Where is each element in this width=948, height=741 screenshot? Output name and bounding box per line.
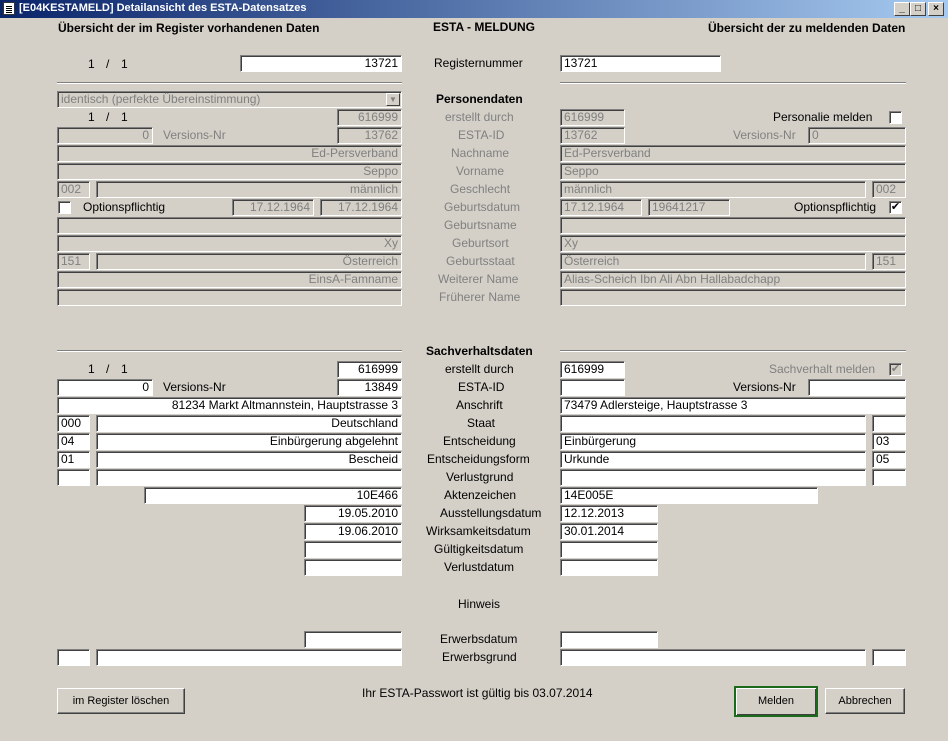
person-version-label-left: Versions-Nr bbox=[163, 128, 226, 142]
person-page-current: 1 bbox=[88, 110, 95, 124]
effective-date-left[interactable]: 19.06.2010 bbox=[304, 523, 402, 540]
loss-reason-code-right[interactable] bbox=[872, 469, 906, 486]
validity-date-label: Gültigkeitsdatum bbox=[434, 542, 524, 556]
hint-label: Hinweis bbox=[458, 597, 501, 611]
separator bbox=[560, 82, 906, 84]
case-page-current: 1 bbox=[88, 362, 95, 376]
reg-page-current: 1 bbox=[88, 57, 95, 71]
person-page-total: 1 bbox=[121, 110, 128, 124]
gender-right: männlich bbox=[560, 181, 866, 198]
case-version-label-left: Versions-Nr bbox=[163, 380, 226, 394]
case-version-right[interactable] bbox=[808, 379, 906, 396]
birthdate-right-1: 17.12.1964 bbox=[560, 199, 642, 216]
melden-label: Melden bbox=[757, 695, 795, 707]
case-esta-id-right[interactable] bbox=[560, 379, 625, 396]
case-version-label-right: Versions-Nr bbox=[733, 380, 796, 394]
sachverhalt-melden-label: Sachverhalt melden bbox=[769, 362, 876, 376]
acquisition-reason-left[interactable] bbox=[96, 649, 402, 666]
decision-form-code-right[interactable]: 05 bbox=[872, 451, 906, 468]
firstname-label: Vorname bbox=[456, 164, 505, 178]
issue-date-right[interactable]: 12.12.2013 bbox=[560, 505, 658, 522]
birthname-right bbox=[560, 217, 906, 234]
decision-label: Entscheidung bbox=[443, 434, 516, 448]
separator bbox=[57, 350, 402, 352]
acquisition-date-label: Erwerbsdatum bbox=[440, 632, 518, 646]
effective-date-right[interactable]: 30.01.2014 bbox=[560, 523, 658, 540]
loss-reason-left[interactable] bbox=[96, 469, 402, 486]
case-esta-id-left[interactable]: 13849 bbox=[337, 379, 402, 396]
other-name-label: Weiterer Name bbox=[438, 272, 519, 286]
personalie-melden-label: Personalie melden bbox=[773, 110, 873, 124]
person-created-by-right: 616999 bbox=[560, 109, 625, 126]
file-number-right[interactable]: 14E005E bbox=[560, 487, 818, 504]
person-esta-id-right: 13762 bbox=[560, 127, 625, 144]
state-right[interactable] bbox=[560, 415, 866, 432]
left-column-header: Übersicht der im Register vorhandenen Daten bbox=[58, 21, 320, 35]
optionspflichtig-checkbox-left[interactable] bbox=[58, 201, 71, 214]
title-bar bbox=[0, 0, 948, 18]
issue-date-label: Ausstellungsdatum bbox=[440, 506, 542, 520]
birthcountry-code-right: 151 bbox=[872, 253, 906, 270]
birthdate-label: Geburtsdatum bbox=[444, 200, 521, 214]
cancel-label: Abbrechen bbox=[838, 695, 892, 707]
match-status-value: identisch (perfekte Übereinstimmung) bbox=[61, 92, 261, 106]
delete-from-register-button[interactable] bbox=[57, 688, 185, 714]
birthplace-right: Xy bbox=[560, 235, 906, 252]
gender-left: männlich bbox=[96, 181, 402, 198]
decision-left[interactable]: Einbürgerung abgelehnt bbox=[96, 433, 402, 450]
state-left[interactable]: Deutschland bbox=[96, 415, 402, 432]
decision-form-right[interactable]: Urkunde bbox=[560, 451, 866, 468]
case-created-by-label: erstellt durch bbox=[445, 362, 514, 376]
former-name-right bbox=[560, 289, 906, 306]
validity-date-right[interactable] bbox=[560, 541, 658, 558]
firstname-right: Seppo bbox=[560, 163, 906, 180]
maximize-button[interactable]: □ bbox=[910, 2, 926, 16]
register-number-label: Registernummer bbox=[434, 56, 523, 70]
birthdate-right-2: 19641217 bbox=[648, 199, 730, 216]
window-title: [E04KESTAMELD] Detailansicht des ESTA-Datensatzes bbox=[19, 2, 307, 14]
birthname-left bbox=[57, 217, 402, 234]
person-version-right: 0 bbox=[808, 127, 906, 144]
person-esta-id-label: ESTA-ID bbox=[458, 128, 505, 142]
other-name-left: EinsA-Famname bbox=[57, 271, 402, 288]
former-name-left bbox=[57, 289, 402, 306]
decision-code-right[interactable]: 03 bbox=[872, 433, 906, 450]
case-created-by-left[interactable]: 616999 bbox=[337, 361, 402, 378]
loss-reason-label: Verlustgrund bbox=[446, 470, 514, 484]
person-created-by-left: 616999 bbox=[337, 109, 402, 126]
address-left[interactable]: 81234 Markt Altmannstein, Hauptstrasse 3 bbox=[57, 397, 402, 414]
register-number-right[interactable]: 13721 bbox=[560, 55, 721, 72]
decision-code-left[interactable]: 04 bbox=[57, 433, 90, 450]
person-version-left: 0 bbox=[57, 127, 153, 144]
validity-date-left[interactable] bbox=[304, 541, 402, 558]
acquisition-reason-code-left[interactable] bbox=[57, 649, 90, 666]
state-code-left[interactable]: 000 bbox=[57, 415, 90, 432]
person-created-by-label: erstellt durch bbox=[445, 110, 514, 124]
case-section-title: Sachverhaltsdaten bbox=[426, 344, 533, 358]
password-validity-text: Ihr ESTA-Passwort ist gültig bis 03.07.2014 bbox=[362, 686, 593, 700]
firstname-left: Seppo bbox=[57, 163, 402, 180]
loss-date-left[interactable] bbox=[304, 559, 402, 576]
birthcountry-code-left: 151 bbox=[57, 253, 90, 270]
birthname-label: Geburtsname bbox=[444, 218, 517, 232]
state-code-right[interactable] bbox=[872, 415, 906, 432]
reg-page-slash: / bbox=[106, 57, 110, 71]
delete-from-register-label: im Register löschen bbox=[72, 695, 170, 707]
melden-button[interactable] bbox=[734, 686, 818, 717]
person-page-slash: / bbox=[106, 110, 110, 124]
minimize-button[interactable]: _ bbox=[894, 2, 910, 16]
birthcountry-right: Österreich bbox=[560, 253, 866, 270]
match-status-combo[interactable] bbox=[57, 91, 402, 108]
gender-code-right: 002 bbox=[872, 181, 906, 198]
separator bbox=[560, 350, 906, 352]
decision-form-label: Entscheidungsform bbox=[427, 452, 530, 466]
decision-form-left[interactable]: Bescheid bbox=[96, 451, 402, 468]
form-title: ESTA - MELDUNG bbox=[433, 20, 535, 34]
person-version-label-right: Versions-Nr bbox=[733, 128, 796, 142]
file-number-left[interactable]: 10E466 bbox=[144, 487, 402, 504]
acquisition-date-left[interactable] bbox=[304, 631, 402, 648]
sachverhalt-melden-checkbox[interactable]: ✔ bbox=[890, 363, 901, 375]
issue-date-left[interactable]: 19.05.2010 bbox=[304, 505, 402, 522]
register-number-left[interactable]: 13721 bbox=[240, 55, 402, 72]
loss-date-right[interactable] bbox=[560, 559, 658, 576]
form-icon bbox=[3, 2, 15, 15]
lastname-label: Nachname bbox=[451, 146, 510, 160]
case-page-slash: / bbox=[106, 362, 110, 376]
reg-page-total: 1 bbox=[121, 57, 128, 71]
address-right[interactable]: 73479 Adlersteige, Hauptstrasse 3 bbox=[560, 397, 906, 414]
other-name-right: Alias-Scheich Ibn Ali Abn Hallabadchapp bbox=[560, 271, 906, 288]
acquisition-reason-label: Erwerbsgrund bbox=[442, 650, 517, 664]
cancel-button[interactable] bbox=[825, 688, 905, 714]
effective-date-label: Wirksamkeitsdatum bbox=[426, 524, 531, 538]
loss-date-label: Verlustdatum bbox=[444, 560, 515, 574]
case-esta-id-label: ESTA-ID bbox=[458, 380, 505, 394]
chevron-down-icon[interactable]: ▼ bbox=[386, 93, 400, 106]
case-page-total: 1 bbox=[121, 362, 128, 376]
loss-reason-code-left[interactable] bbox=[57, 469, 90, 486]
decision-form-code-left[interactable]: 01 bbox=[57, 451, 90, 468]
case-created-by-right[interactable]: 616999 bbox=[560, 361, 625, 378]
loss-reason-right[interactable] bbox=[560, 469, 866, 486]
birthdate-left-1: 17.12.1964 bbox=[232, 199, 314, 216]
optionspflichtig-label-left: Optionspflichtig bbox=[83, 200, 166, 214]
file-number-label: Aktenzeichen bbox=[444, 488, 517, 502]
close-button[interactable]: × bbox=[928, 2, 944, 16]
birthdate-left-2: 17.12.1964 bbox=[320, 199, 402, 216]
former-name-label: Früherer Name bbox=[439, 290, 521, 304]
lastname-left: Ed-Persverband bbox=[57, 145, 402, 162]
birthcountry-label: Geburtsstaat bbox=[446, 254, 515, 268]
right-column-header: Übersicht der zu meldenden Daten bbox=[708, 21, 906, 35]
person-section-title: Personendaten bbox=[436, 92, 523, 106]
birthcountry-left: Österreich bbox=[96, 253, 402, 270]
personalie-melden-checkbox[interactable] bbox=[889, 111, 902, 124]
optionspflichtig-label-right: Optionspflichtig bbox=[794, 200, 877, 214]
gender-code-left: 002 bbox=[57, 181, 90, 198]
gender-label: Geschlecht bbox=[450, 182, 511, 196]
separator bbox=[57, 82, 402, 84]
acquisition-date-right[interactable] bbox=[560, 631, 658, 648]
case-version-left[interactable]: 0 bbox=[57, 379, 153, 396]
address-label: Anschrift bbox=[456, 398, 503, 412]
lastname-right: Ed-Persverband bbox=[560, 145, 906, 162]
optionspflichtig-checkbox-right[interactable]: ✔ bbox=[890, 201, 901, 213]
person-esta-id-left: 13762 bbox=[337, 127, 402, 144]
birthplace-label: Geburtsort bbox=[452, 236, 509, 250]
decision-right[interactable]: Einbürgerung bbox=[560, 433, 866, 450]
birthplace-left: Xy bbox=[57, 235, 402, 252]
acquisition-reason-code-right[interactable] bbox=[872, 649, 906, 666]
acquisition-reason-right[interactable] bbox=[560, 649, 866, 666]
state-label: Staat bbox=[467, 416, 496, 430]
